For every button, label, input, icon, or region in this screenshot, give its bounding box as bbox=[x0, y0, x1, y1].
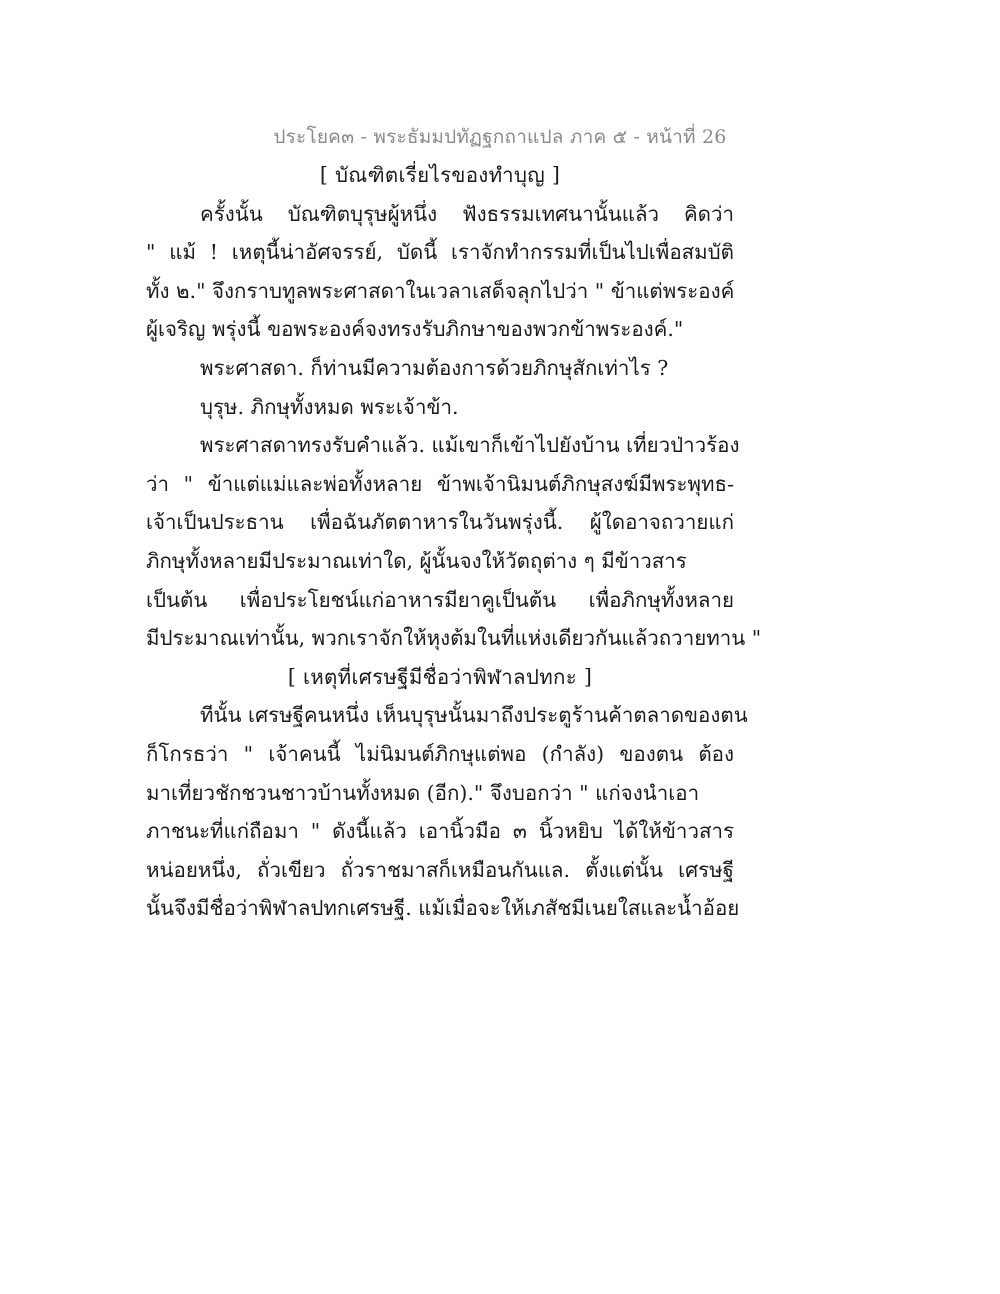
paragraph-line: ทีนั้น เศรษฐีคนหนึ่ง เห็นบุรุษนั้นมาถึงประตูร้านค้าตลาดของตน bbox=[200, 703, 748, 728]
paragraph-line: พระศาสดาทรงรับคำแล้ว. แม้เขาก็เข้าไปยังบ้าน เที่ยวป่าวร้อง bbox=[200, 433, 740, 458]
paragraph-line: " แม้ ! เหตุนี้น่าอัศจรรย์, บัดนี้ เราจักทำกรรมที่เป็นไปเพื่อสมบัติ bbox=[146, 240, 734, 265]
paragraph-line: ภิกษุทั้งหลายมีประมาณเท่าใด, ผู้นั้นจงให้วัตถุต่าง ๆ มีข้าวสาร bbox=[146, 548, 687, 573]
paragraph-line: เจ้าเป็นประธาน เพื่อฉันภัตตาหารในวันพรุ่งนี้. ผู้ใดอาจถวายแก่ bbox=[146, 510, 734, 535]
paragraph-line: ทั้ง ๒." จึงกราบทูลพระศาสดาในเวลาเสด็จลุกไปว่า " ข้าแต่พระองค์ bbox=[146, 278, 735, 303]
paragraph-line: นั้นจึงมีชื่อว่าพิฬาลปทกเศรษฐี. แม้เมื่อจะให้เภสัชมีเนยใสและน้ำอ้อย bbox=[146, 896, 740, 921]
paragraph-line: ผู้เจริญ พรุ่งนี้ ขอพระองค์จงทรงรับภิกษาของพวกข้าพระองค์." bbox=[146, 317, 684, 342]
dialogue-line: บุรุษ. ภิกษุทั้งหมด พระเจ้าข้า. bbox=[200, 394, 459, 419]
running-header: ประโยค๓ - พระธัมมปทัฏฐกถาแปล ภาค ๕ - หน้าที่ 26 bbox=[273, 126, 727, 148]
paragraph-line: ว่า " ข้าแต่แม่และพ่อทั้งหลาย ข้าพเจ้านิมนต์ภิกษุสงฆ์มีพระพุทธ- bbox=[146, 471, 734, 496]
paragraph-line: ภาชนะที่แก่ถือมา " ดังนี้แล้ว เอานิ้วมือ ๓ นิ้วหยิบ ได้ให้ข้าวสาร bbox=[146, 819, 734, 844]
body-text bbox=[146, 156, 762, 928]
paragraph-line: หน่อยหนึ่ง, ถั่วเขียว ถั่วราชมาสก็เหมือนกันแล. ตั้งแต่นั้น เศรษฐี bbox=[146, 857, 734, 882]
paragraph-line: ก็โกรธว่า " เจ้าคนนี้ ไม่นิมนต์ภิกษุแต่พอ (กำลัง) ของตน ต้อง bbox=[146, 741, 734, 766]
section-heading: [ บัณฑิตเรี่ยไรของทำบุญ ] bbox=[319, 163, 561, 187]
paragraph-line: มาเที่ยวชักชวนชาวบ้านทั้งหมด (อีก)." จึงบอกว่า " แก่จงนำเอา bbox=[146, 780, 700, 805]
paragraph-line: เป็นต้น เพื่อประโยชน์แก่อาหารมียาคูเป็นต้น เพื่อภิกษุทั้งหลาย bbox=[146, 587, 734, 612]
paragraph-line: ครั้งนั้น บัณฑิตบุรุษผู้หนึ่ง ฟังธรรมเทศนานั้นแล้ว คิดว่า bbox=[200, 201, 734, 226]
section-heading: [ เหตุที่เศรษฐีมีชื่อว่าพิฬาลปทกะ ] bbox=[287, 664, 593, 689]
paragraph-line: มีประมาณเท่านั้น, พวกเราจักให้หุงต้มในที่แห่งเดียวกันแล้วถวายทาน " bbox=[146, 626, 762, 651]
dialogue-line: พระศาสดา. ก็ท่านมีความต้องการด้วยภิกษุสักเท่าไร ? bbox=[200, 355, 669, 380]
